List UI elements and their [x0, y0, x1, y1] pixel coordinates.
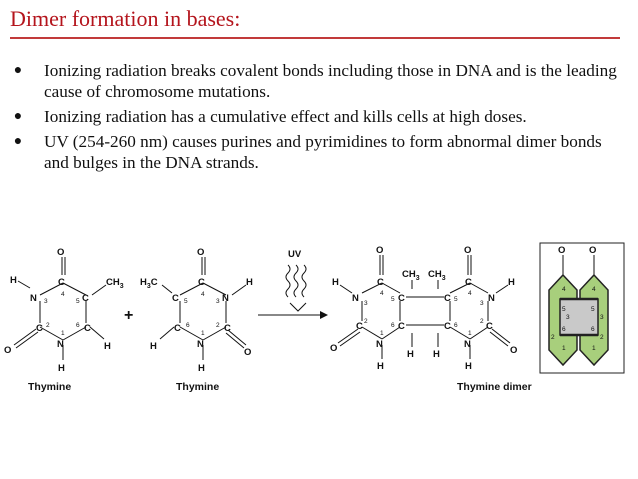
atom-label: H — [332, 277, 339, 288]
atom-label: C — [172, 293, 179, 304]
atom-label: O — [330, 343, 338, 354]
schematic-number: 4 — [592, 286, 596, 293]
bullet-item — [8, 106, 628, 127]
atom-number: 6 — [454, 322, 458, 329]
atom-label: C — [356, 321, 363, 332]
atom-label: C — [465, 277, 472, 288]
schematic-number: 3 — [566, 314, 570, 321]
atom-number: 2 — [480, 318, 484, 325]
atom-number: 4 — [61, 291, 65, 298]
uv-wave-icon — [294, 265, 298, 297]
atom-label: H — [58, 363, 65, 374]
atom-number: 1 — [380, 330, 384, 337]
atom-number: 1 — [468, 330, 472, 337]
uv-arrow — [258, 249, 328, 319]
atom-label: O — [510, 345, 518, 356]
atom-label: C — [398, 293, 405, 304]
atom-label: N — [30, 293, 37, 304]
atom-label: H — [407, 349, 414, 360]
atom-label: N — [464, 339, 471, 350]
thymine-dimer-figure — [0, 235, 638, 405]
caption-thymine-2: Thymine — [176, 381, 220, 393]
bullet-list — [8, 60, 628, 177]
schematic-number: 2 — [551, 334, 555, 341]
schematic-label: O — [558, 245, 566, 256]
atom-number: 2 — [46, 322, 50, 329]
atom-number: 5 — [184, 298, 188, 305]
dimer-schematic — [540, 243, 624, 373]
atom-label: O — [376, 245, 384, 256]
atom-number: 5 — [76, 298, 80, 305]
atom-label: N — [197, 339, 204, 350]
atom-number: 3 — [480, 300, 484, 307]
atom-label: H — [104, 341, 111, 352]
bullet-item — [8, 131, 628, 173]
methyl-label: $CH_3$ — [428, 269, 446, 282]
uv-wave-icon — [302, 265, 306, 297]
bullet-dot-icon: ● — [13, 134, 23, 149]
atom-label: C — [174, 323, 181, 334]
atom-number: 3 — [364, 300, 368, 307]
bullet-text: Ionizing radiation breaks covalent bonds including those in DNA and is the leading cause of chromosome mutations. — [44, 61, 617, 101]
atom-label: H — [10, 275, 17, 286]
schematic-number: 1 — [592, 345, 596, 352]
atom-label: H — [198, 363, 205, 374]
atom-number: 6 — [76, 322, 80, 329]
atom-number: 4 — [201, 291, 205, 298]
schematic-label: O — [589, 245, 597, 256]
bullet-item — [8, 60, 628, 102]
schematic-number: 4 — [562, 286, 566, 293]
atom-label: O — [57, 247, 65, 258]
atom-label: C — [198, 277, 205, 288]
atom-label: C — [444, 293, 451, 304]
bullet-text: Ionizing radiation has a cumulative effect and kills cells at high doses. — [44, 107, 527, 126]
atom-number: 4 — [380, 290, 384, 297]
atom-label: C — [486, 321, 493, 332]
thymine-molecule-2 — [140, 247, 253, 374]
methyl-label: $CH_3$ — [106, 277, 124, 290]
atom-label: C — [84, 323, 91, 334]
schematic-number: 5 — [562, 306, 566, 313]
caption-thymine-dimer: Thymine dimer — [457, 381, 532, 393]
atom-label: C — [224, 323, 231, 334]
schematic-number: 5 — [591, 306, 595, 313]
atom-number: 4 — [468, 290, 472, 297]
methyl-label: $H_3C$ — [140, 277, 158, 290]
thymine-dimer-molecule — [330, 245, 517, 372]
atom-label: C — [444, 321, 451, 332]
atom-number: 2 — [216, 322, 220, 329]
atom-label: C — [58, 277, 65, 288]
atom-number: 6 — [391, 322, 395, 329]
atom-label: H — [508, 277, 515, 288]
schematic-number: 2 — [600, 334, 604, 341]
atom-label: H — [246, 277, 253, 288]
atom-label: N — [352, 293, 359, 304]
atom-label: O — [244, 347, 252, 358]
atom-number: 1 — [201, 330, 205, 337]
title-underline — [10, 37, 620, 39]
atom-label: N — [57, 339, 64, 350]
uv-wave-icon — [286, 265, 290, 297]
atom-label: C — [36, 323, 43, 334]
bullet-dot-icon: ● — [13, 63, 23, 78]
plus-sign: + — [124, 307, 134, 324]
thymine-molecule-1 — [4, 247, 124, 374]
atom-label: C — [398, 321, 405, 332]
atom-label: C — [377, 277, 384, 288]
atom-number: 5 — [391, 296, 395, 303]
schematic-number: 1 — [562, 345, 566, 352]
atom-label: H — [465, 361, 472, 372]
atom-label: H — [150, 341, 157, 352]
reaction-arrow-icon — [320, 311, 328, 319]
atom-label: C — [82, 293, 89, 304]
atom-number: 3 — [216, 298, 220, 305]
bullet-text: UV (254-260 nm) causes purines and pyrimidines to form abnormal dimer bonds and bulges in the DNA strands. — [44, 132, 602, 172]
slide-title: Dimer formation in bases: — [10, 6, 241, 31]
atom-number: 1 — [61, 330, 65, 337]
schematic-number: 6 — [562, 326, 566, 333]
atom-number: 6 — [186, 322, 190, 329]
uv-label: UV — [288, 249, 302, 260]
schematic-number: 3 — [600, 314, 604, 321]
caption-thymine-1: Thymine — [28, 381, 72, 393]
atom-label: N — [488, 293, 495, 304]
atom-number: 2 — [364, 318, 368, 325]
atom-label: O — [464, 245, 472, 256]
atom-label: N — [376, 339, 383, 350]
bullet-dot-icon: ● — [13, 109, 23, 124]
atom-label: O — [197, 247, 205, 258]
atom-label: N — [222, 293, 229, 304]
atom-number: 3 — [44, 298, 48, 305]
schematic-number: 6 — [591, 326, 595, 333]
methyl-label: $CH_3$ — [402, 269, 420, 282]
atom-label: H — [377, 361, 384, 372]
atom-label: H — [433, 349, 440, 360]
atom-number: 5 — [454, 296, 458, 303]
atom-label: O — [4, 345, 12, 356]
